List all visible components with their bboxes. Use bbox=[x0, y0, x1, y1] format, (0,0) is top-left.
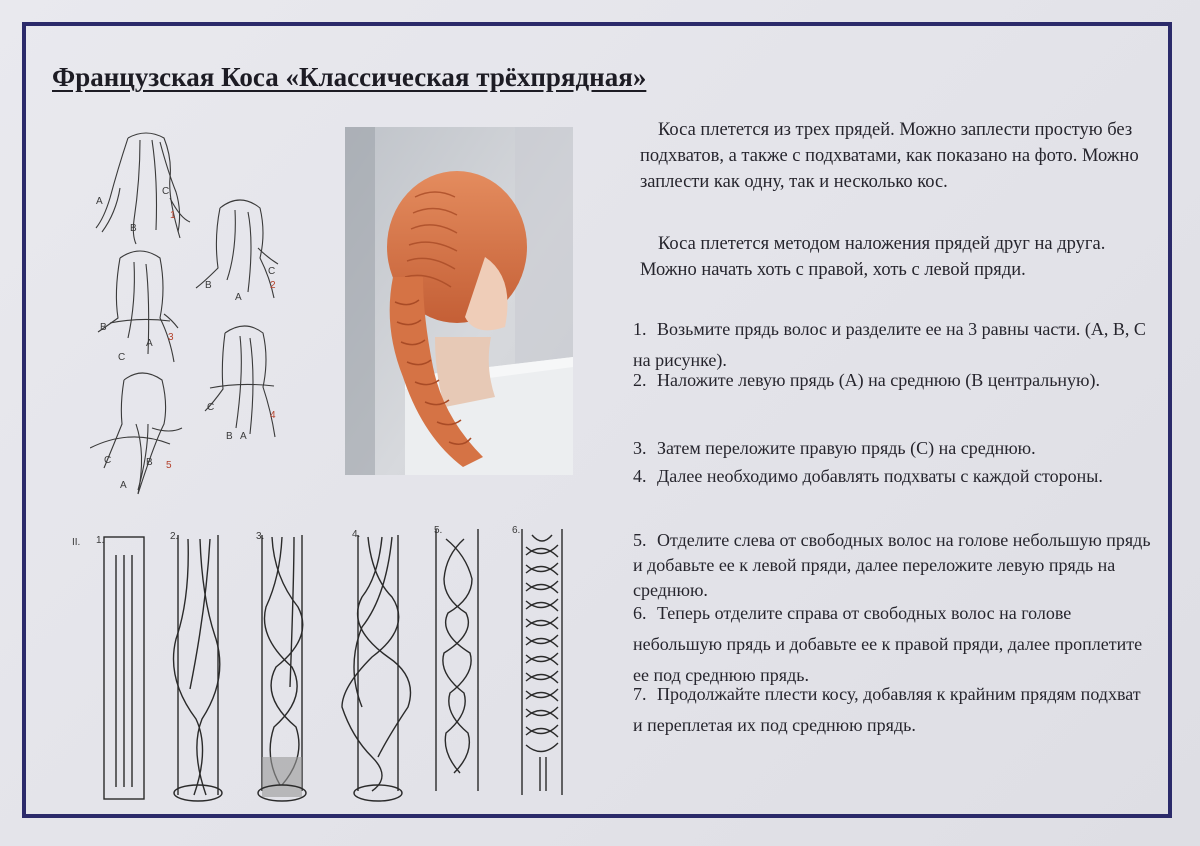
step-6-text: Теперь отделите справа от свободных волос на голове небольшую прядь и добавьте ее к правой пряди, далее проплетите ее под среднюю прядь. bbox=[633, 603, 1143, 685]
label-a-1: A bbox=[96, 196, 103, 207]
label-c-3: C bbox=[118, 352, 126, 363]
strip-1 bbox=[104, 537, 144, 799]
strip-2 bbox=[174, 535, 223, 801]
label-b-4: B bbox=[226, 431, 233, 442]
label-a-2: A bbox=[235, 292, 242, 303]
label-a-5: A bbox=[120, 480, 127, 491]
head-sketch-1 bbox=[96, 133, 190, 244]
step-3 bbox=[633, 433, 1153, 464]
intro-paragraph-2: Коса плетется методом наложения прядей друг на друга. Можно начать хоть с правой, хоть с левой пряди. bbox=[640, 234, 1106, 280]
head-sketch-3 bbox=[98, 251, 178, 362]
label-b-1: B bbox=[130, 223, 137, 234]
step-4 bbox=[633, 461, 1153, 492]
strip-number-1: 1. bbox=[96, 535, 105, 546]
step-4-text: Далее необходимо добавлять подхваты с каждой стороны. bbox=[657, 466, 1103, 486]
label-a-4: A bbox=[240, 431, 247, 442]
step-7 bbox=[633, 679, 1153, 741]
step-1-text: Возьмите прядь волос и разделите ее на 3 равны части. (А, В, С на рисунке). bbox=[633, 319, 1146, 370]
label-b-3: B bbox=[100, 322, 107, 333]
label-c-2: C bbox=[268, 266, 276, 277]
label-c-1: C bbox=[162, 186, 170, 197]
step-4-number: 4. bbox=[633, 466, 647, 486]
step-6 bbox=[633, 598, 1153, 691]
strip-number-5: 5. bbox=[434, 525, 443, 536]
head-sketch-5 bbox=[90, 373, 182, 494]
step-2-number: 2. bbox=[633, 370, 647, 390]
step-number-2: 2 bbox=[270, 280, 276, 291]
strip-4 bbox=[342, 535, 411, 801]
label-a-3: A bbox=[146, 338, 153, 349]
step-5-number: 5. bbox=[633, 530, 647, 550]
braid-photo bbox=[345, 127, 573, 475]
intro-paragraph-1: Коса плетется из трех прядей. Можно заплести простую без подхватов, а также с подхватами, как показано на фото. Можно заплести как одну, так и несколько кос. bbox=[640, 120, 1139, 192]
step-7-text: Продолжайте плести косу, добавляя к крайним прядям подхват и переплетая их под среднюю прядь. bbox=[633, 684, 1141, 735]
head-sketch-4 bbox=[205, 326, 275, 437]
label-c-4: C bbox=[207, 402, 215, 413]
step-6-number: 6. bbox=[633, 603, 647, 623]
page-title: Французская Коса «Классическая трёхпрядная» bbox=[52, 62, 647, 92]
step-number-5: 5 bbox=[166, 460, 172, 471]
strip-5 bbox=[436, 529, 478, 791]
strip-number-4: 4. bbox=[352, 529, 361, 540]
step-3-text: Затем переложите правую прядь (С) на среднюю. bbox=[657, 438, 1036, 458]
strip-3 bbox=[258, 535, 306, 801]
step-number-1: 1 bbox=[170, 210, 176, 221]
strip-number-6: 6. bbox=[512, 525, 521, 536]
step-number-3: 3 bbox=[168, 332, 174, 343]
strip-6 bbox=[522, 529, 562, 795]
label-c-5: C bbox=[104, 455, 112, 466]
label-b-2: B bbox=[205, 280, 212, 291]
step-1-number: 1. bbox=[633, 319, 647, 339]
section-ii-label: II. bbox=[72, 537, 81, 548]
step-7-number: 7. bbox=[633, 684, 647, 704]
step-3-number: 3. bbox=[633, 438, 647, 458]
step-5-text: Отделите слева от свободных волос на голове небольшую прядь и добавьте ее к левой пряди, далее переложите левую прядь на среднюю. bbox=[633, 530, 1151, 600]
step-number-4: 4 bbox=[270, 410, 276, 421]
label-b-5: B bbox=[146, 457, 153, 468]
head-sketches-figure bbox=[90, 128, 310, 498]
step-2 bbox=[633, 365, 1153, 396]
strip-number-3: 3. bbox=[256, 531, 265, 542]
step-5 bbox=[633, 528, 1153, 603]
step-2-text: Наложите левую прядь (А) на среднюю (В центральную). bbox=[657, 370, 1100, 390]
braid-strips-figure bbox=[70, 525, 590, 815]
strip-number-2: 2. bbox=[170, 531, 179, 542]
